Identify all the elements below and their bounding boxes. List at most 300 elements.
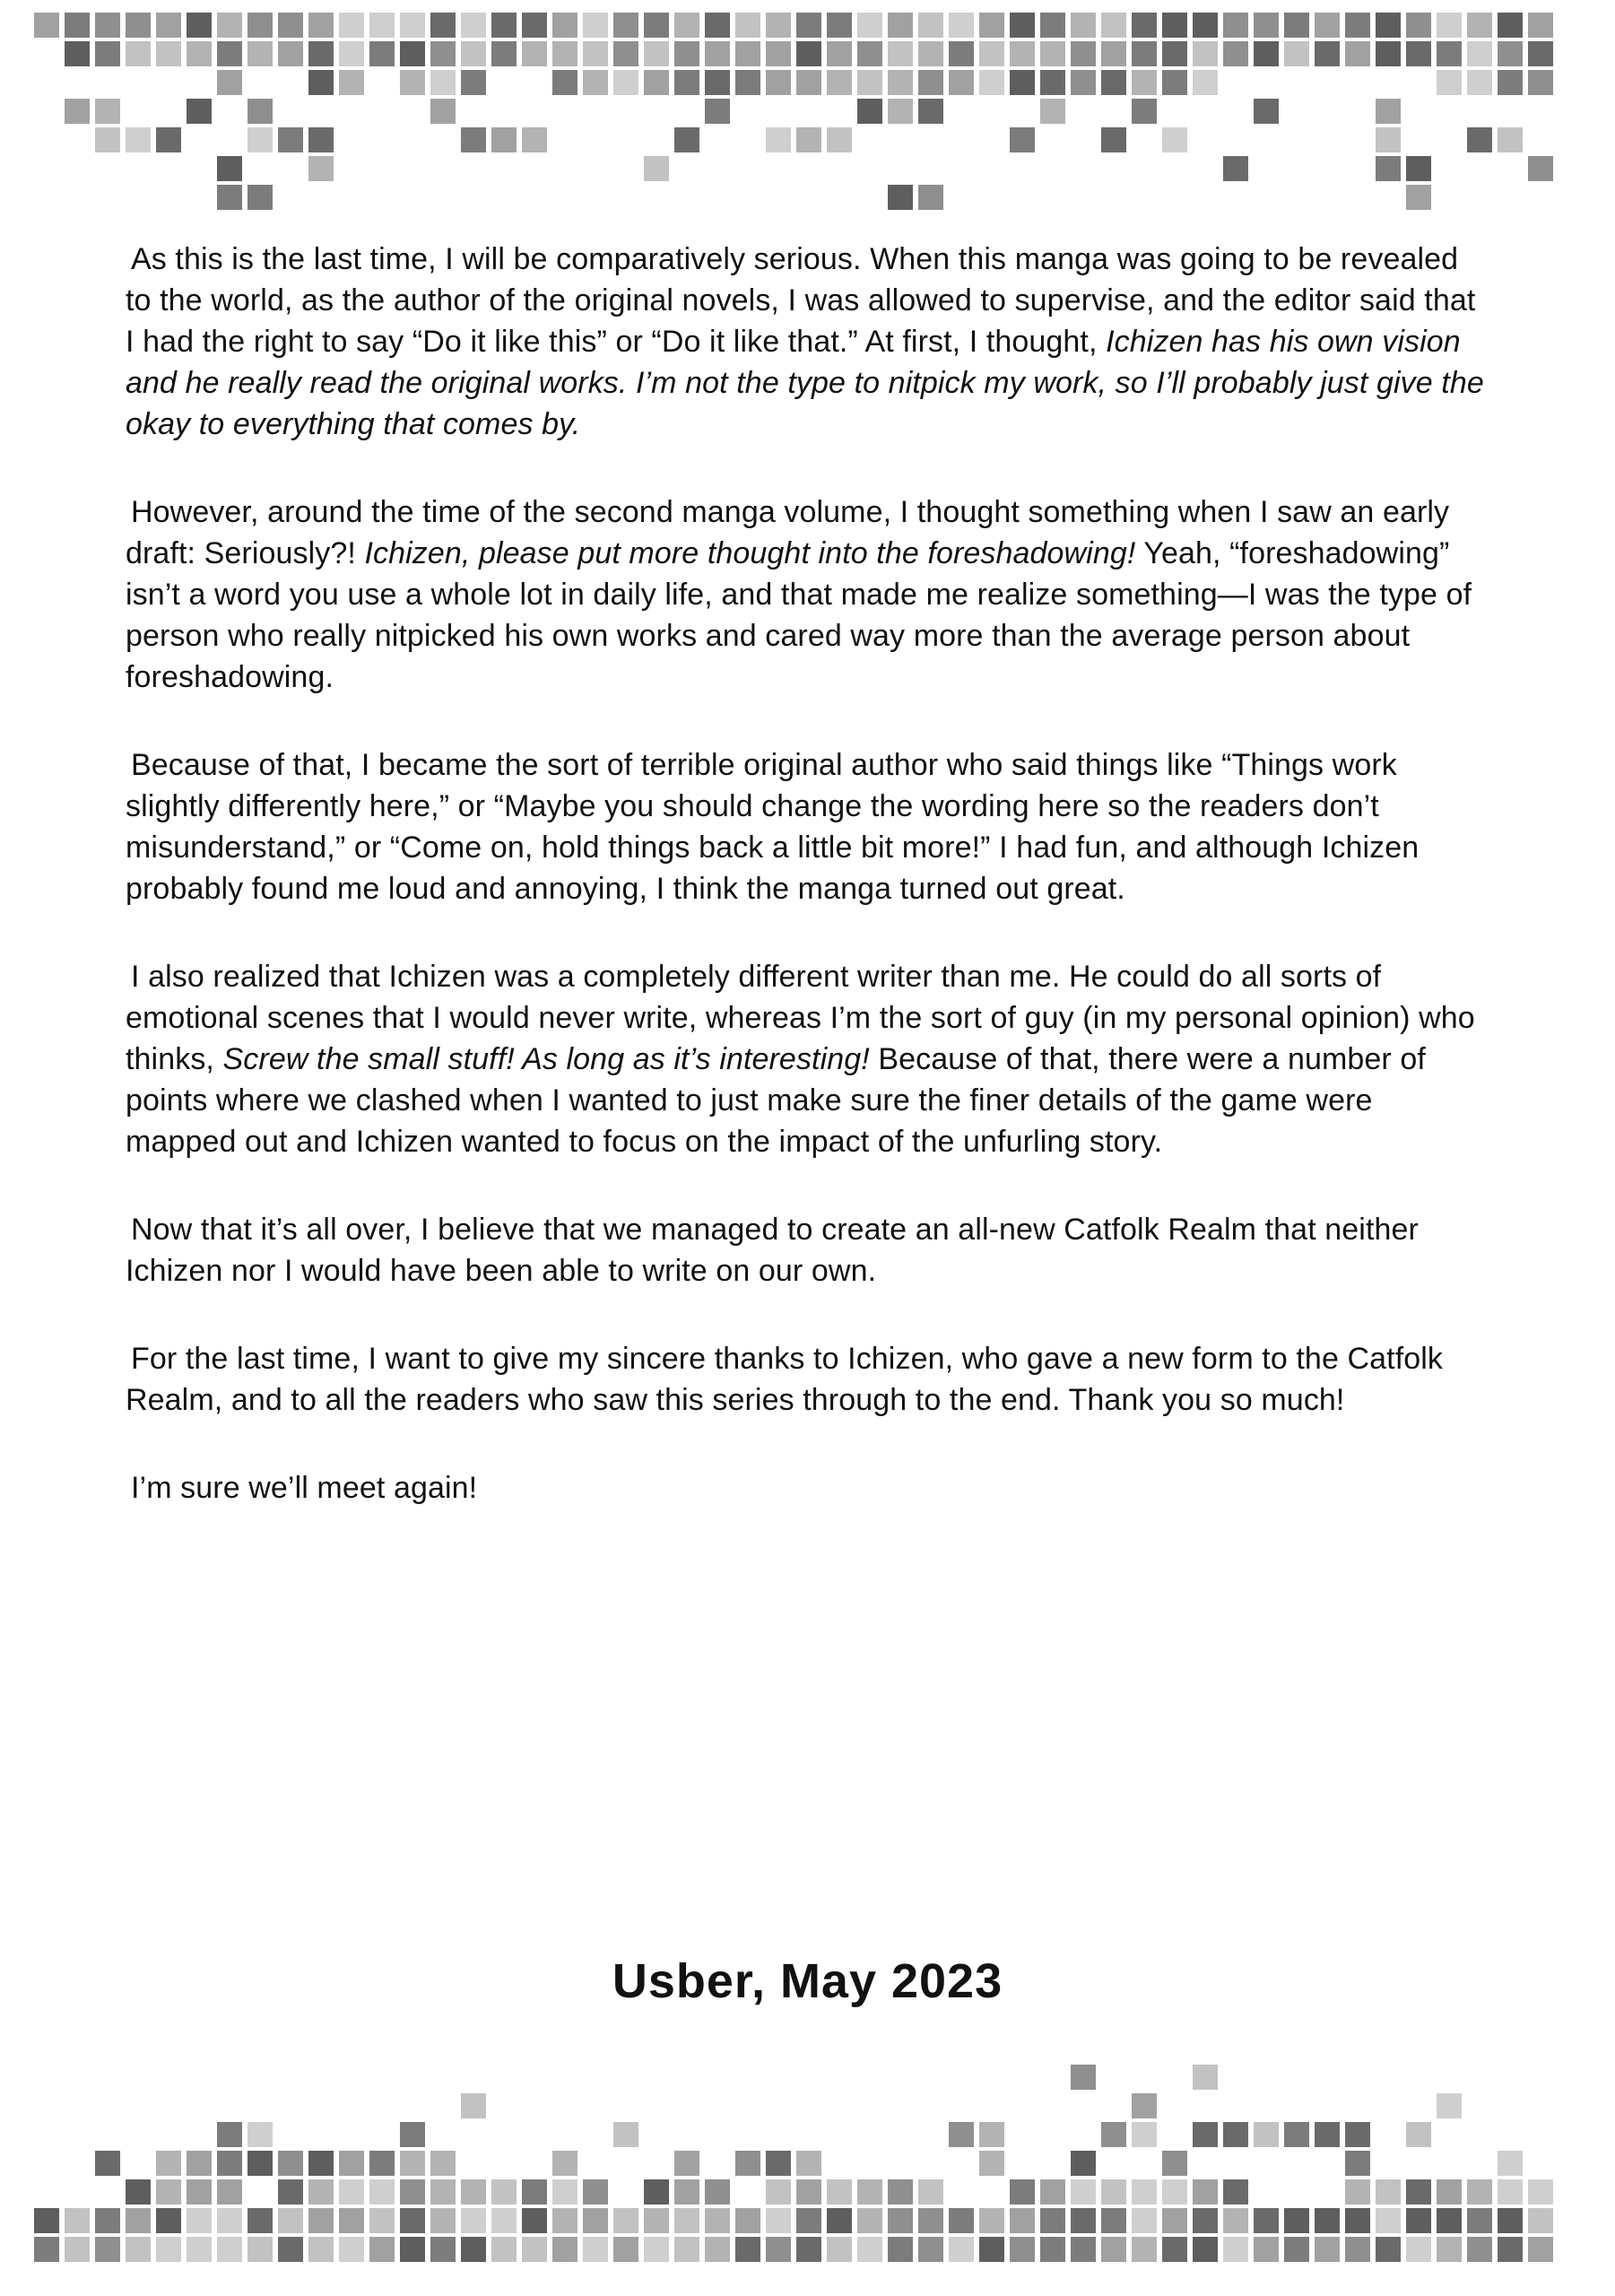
pixel-square	[522, 127, 547, 152]
pixel-square	[491, 2237, 517, 2262]
pixel-square	[1101, 2122, 1126, 2147]
pixel-square	[126, 13, 151, 38]
pixel-square	[1284, 2208, 1309, 2233]
pixel-row	[34, 156, 1581, 185]
pixel-square	[1010, 2179, 1035, 2205]
pixel-square	[1071, 2151, 1096, 2176]
pixel-square	[1132, 99, 1157, 124]
pixel-square	[278, 41, 303, 66]
pixel-square	[339, 2151, 364, 2176]
pixel-square	[247, 2122, 273, 2147]
pixel-row	[34, 2122, 1581, 2151]
pixel-square	[217, 70, 242, 95]
pixel-square	[430, 2179, 456, 2205]
pixel-square	[1132, 2122, 1157, 2147]
pixel-square	[308, 41, 334, 66]
pixel-square	[1162, 127, 1187, 152]
pixel-square	[674, 70, 699, 95]
pixel-square	[1406, 2179, 1431, 2205]
pixel-square	[1040, 99, 1065, 124]
pixel-square	[552, 2151, 577, 2176]
pixel-square	[1071, 2179, 1096, 2205]
pixel-square	[674, 2179, 699, 2205]
pixel-square	[918, 2208, 943, 2233]
pixel-square	[949, 2237, 974, 2262]
pixel-square	[1315, 41, 1340, 66]
pixel-square	[644, 13, 669, 38]
pixel-square	[308, 2237, 334, 2262]
text-segment: Because of that, there were a number of points where we clashed when I wanted to just make sure the finer details of the game were mapped out and Ichizen wanted to focus on the impact of the unfurling story.	[126, 1042, 1426, 1159]
pixel-square	[827, 2179, 852, 2205]
pixel-square	[308, 127, 334, 152]
paragraph	[126, 491, 1485, 698]
pixel-square	[400, 41, 425, 66]
pixel-square	[1284, 13, 1309, 38]
pixel-square	[1193, 2237, 1218, 2262]
pixel-square	[156, 2151, 181, 2176]
pixel-square	[369, 2179, 395, 2205]
pixel-square	[1071, 2237, 1096, 2262]
pixel-square	[1162, 70, 1187, 95]
pixel-square	[65, 2208, 90, 2233]
pixel-square	[1284, 41, 1309, 66]
pixel-square	[430, 2208, 456, 2233]
pixel-square	[674, 2208, 699, 2233]
pixel-square	[217, 2122, 242, 2147]
pixel-square	[918, 41, 943, 66]
afterword-text	[126, 239, 1485, 1555]
pixel-square	[95, 13, 120, 38]
pixel-square	[1528, 156, 1553, 181]
pixel-square	[735, 41, 760, 66]
pixel-square	[430, 41, 456, 66]
pixel-square	[1284, 2122, 1309, 2147]
pixel-square	[1376, 2237, 1401, 2262]
pixel-square	[1223, 2208, 1248, 2233]
pixel-square	[827, 13, 852, 38]
pixel-square	[1254, 41, 1279, 66]
pixel-square	[430, 13, 456, 38]
pixel-square	[430, 99, 456, 124]
pixel-square	[156, 2237, 181, 2262]
pixel-square	[339, 13, 364, 38]
pixel-square	[430, 2237, 456, 2262]
pixel-square	[1528, 41, 1553, 66]
pixel-square	[156, 41, 181, 66]
pixel-square	[278, 2179, 303, 2205]
pixel-square	[187, 2208, 212, 2233]
pixel-square	[552, 2237, 577, 2262]
pixel-square	[857, 99, 882, 124]
pixel-square	[827, 2237, 852, 2262]
pixel-square	[1498, 70, 1523, 95]
pixel-row	[34, 41, 1581, 70]
pixel-square	[949, 13, 974, 38]
pixel-square	[705, 70, 730, 95]
pixel-square	[187, 2151, 212, 2176]
pixel-square	[583, 41, 608, 66]
pixel-square	[583, 2179, 608, 2205]
pixel-square	[644, 2179, 669, 2205]
pixel-square	[491, 2179, 517, 2205]
text-segment: I also realized that Ichizen was a completely different writer than me. He could do all sorts of emotional scenes that I would never write, whereas I’m the sort of guy (in my personal opinion) who thinks,	[126, 960, 1475, 1076]
pixel-square	[65, 41, 90, 66]
pixel-row	[34, 2093, 1581, 2122]
pixel-square	[766, 13, 791, 38]
pixel-square	[1101, 41, 1126, 66]
pixel-square	[766, 70, 791, 95]
pixel-square	[1010, 41, 1035, 66]
pixel-square	[674, 41, 699, 66]
pixel-square	[156, 2179, 181, 2205]
pixel-square	[766, 2237, 791, 2262]
pixel-square	[796, 2179, 821, 2205]
pixel-square	[369, 2208, 395, 2233]
pixel-square	[979, 41, 1004, 66]
paragraph	[126, 239, 1485, 445]
pixel-square	[461, 41, 486, 66]
pixel-square	[735, 13, 760, 38]
pixel-square	[1193, 2065, 1218, 2090]
pixel-square	[1162, 2237, 1187, 2262]
pixel-square	[644, 70, 669, 95]
pixel-square	[1193, 2122, 1218, 2147]
pixel-square	[1162, 2208, 1187, 2233]
pixel-square	[1467, 127, 1492, 152]
pixel-square	[1437, 2179, 1462, 2205]
pixel-row	[34, 2208, 1581, 2237]
pixel-square	[674, 13, 699, 38]
pixel-square	[1498, 2208, 1523, 2233]
pixel-square	[979, 2237, 1004, 2262]
pixel-square	[369, 13, 395, 38]
pixel-square	[308, 2179, 334, 2205]
pixel-row	[34, 2151, 1581, 2179]
pixel-square	[1437, 13, 1462, 38]
pixel-square	[1254, 2122, 1279, 2147]
pixel-square	[857, 70, 882, 95]
pixel-square	[217, 2208, 242, 2233]
pixel-square	[217, 41, 242, 66]
pixel-square	[95, 41, 120, 66]
pixel-square	[979, 2122, 1004, 2147]
pixel-square	[1467, 2208, 1492, 2233]
pixel-square	[339, 2237, 364, 2262]
pixel-square	[461, 2179, 486, 2205]
text-segment: I’m sure we’ll meet again!	[131, 1471, 478, 1505]
pixel-square	[522, 41, 547, 66]
pixel-square	[1132, 2208, 1157, 2233]
pixel-square	[247, 13, 273, 38]
pixel-square	[888, 2237, 913, 2262]
italic-text-segment: Ichizen, please put more thought into the foreshadowing!	[364, 536, 1136, 570]
pixel-square	[1406, 185, 1431, 210]
pixel-square	[187, 13, 212, 38]
pixel-row	[34, 2179, 1581, 2208]
pixel-square	[1284, 2237, 1309, 2262]
pixel-square	[522, 2208, 547, 2233]
pixel-square	[583, 2237, 608, 2262]
pixel-square	[1101, 70, 1126, 95]
pixel-square	[1528, 13, 1553, 38]
pixel-square	[156, 2208, 181, 2233]
pixel-square	[735, 2151, 760, 2176]
pixel-square	[1223, 2122, 1248, 2147]
pixel-square	[1193, 2179, 1218, 2205]
pixel-square	[583, 13, 608, 38]
italic-text-segment: Ichizen has his own vision and he really read the original works. I’m not the type to nitpick my work, so I’ll probably just give the okay to everything that comes by.	[126, 325, 1484, 441]
pixel-square	[1376, 99, 1401, 124]
pixel-square	[339, 70, 364, 95]
paragraph	[126, 744, 1485, 909]
pixel-square	[735, 2237, 760, 2262]
pixel-square	[1132, 2237, 1157, 2262]
pixel-square	[949, 70, 974, 95]
pixel-square	[1315, 2122, 1340, 2147]
bottom-pixel-border	[34, 2065, 1581, 2266]
pixel-square	[247, 2237, 273, 2262]
pixel-square	[461, 70, 486, 95]
pixel-square	[1010, 127, 1035, 152]
pixel-square	[156, 127, 181, 152]
pixel-square	[613, 2208, 638, 2233]
pixel-square	[522, 13, 547, 38]
pixel-square	[1223, 156, 1248, 181]
text-segment: However, around the time of the second manga volume, I thought something when I saw an early draft: Seriously?!	[126, 495, 1450, 570]
pixel-square	[1437, 2093, 1462, 2118]
pixel-square	[1406, 2237, 1431, 2262]
pixel-square	[857, 41, 882, 66]
pixel-square	[217, 2237, 242, 2262]
pixel-square	[552, 2179, 577, 2205]
pixel-square	[583, 2208, 608, 2233]
pixel-square	[308, 2208, 334, 2233]
pixel-square	[827, 41, 852, 66]
pixel-square	[1345, 2208, 1370, 2233]
pixel-square	[187, 99, 212, 124]
pixel-square	[674, 127, 699, 152]
pixel-square	[1132, 70, 1157, 95]
pixel-square	[400, 2208, 425, 2233]
pixel-square	[400, 70, 425, 95]
pixel-square	[552, 70, 577, 95]
pixel-square	[1162, 2179, 1187, 2205]
pixel-square	[1437, 2208, 1462, 2233]
pixel-square	[949, 41, 974, 66]
pixel-square	[979, 2208, 1004, 2233]
pixel-square	[796, 13, 821, 38]
pixel-square	[247, 127, 273, 152]
pixel-square	[369, 2237, 395, 2262]
pixel-square	[766, 127, 791, 152]
pixel-square	[34, 2237, 59, 2262]
pixel-square	[400, 2151, 425, 2176]
paragraph	[126, 1338, 1485, 1421]
paragraph	[126, 1467, 1485, 1509]
pixel-square	[247, 2151, 273, 2176]
pixel-row	[34, 13, 1581, 41]
pixel-square	[308, 156, 334, 181]
pixel-square	[1376, 2208, 1401, 2233]
pixel-square	[1101, 2179, 1126, 2205]
pixel-square	[217, 156, 242, 181]
pixel-square	[796, 2151, 821, 2176]
pixel-square	[1376, 13, 1401, 38]
pixel-square	[369, 41, 395, 66]
pixel-square	[339, 41, 364, 66]
pixel-square	[1132, 2179, 1157, 2205]
pixel-square	[430, 2151, 456, 2176]
pixel-square	[278, 13, 303, 38]
pixel-square	[278, 2151, 303, 2176]
pixel-square	[34, 13, 59, 38]
pixel-square	[217, 185, 242, 210]
pixel-square	[1345, 2237, 1370, 2262]
pixel-square	[888, 70, 913, 95]
pixel-square	[888, 13, 913, 38]
pixel-square	[1040, 41, 1065, 66]
pixel-square	[95, 2237, 120, 2262]
pixel-square	[918, 2179, 943, 2205]
pixel-square	[430, 70, 456, 95]
pixel-square	[705, 2237, 730, 2262]
pixel-square	[1498, 41, 1523, 66]
pixel-square	[857, 2208, 882, 2233]
pixel-square	[1010, 2237, 1035, 2262]
pixel-square	[888, 2179, 913, 2205]
pixel-square	[1071, 13, 1096, 38]
pixel-square	[644, 2208, 669, 2233]
pixel-square	[613, 2237, 638, 2262]
pixel-square	[1254, 2208, 1279, 2233]
pixel-square	[827, 127, 852, 152]
pixel-square	[217, 2151, 242, 2176]
pixel-square	[1071, 2065, 1096, 2090]
pixel-square	[278, 127, 303, 152]
pixel-square	[491, 41, 517, 66]
pixel-square	[1467, 2237, 1492, 2262]
pixel-square	[888, 2208, 913, 2233]
pixel-square	[65, 13, 90, 38]
pixel-square	[1406, 2208, 1431, 2233]
pixel-square	[187, 2179, 212, 2205]
pixel-square	[1162, 13, 1187, 38]
pixel-square	[1406, 41, 1431, 66]
pixel-square	[278, 2237, 303, 2262]
pixel-square	[796, 41, 821, 66]
pixel-row	[34, 99, 1581, 127]
pixel-square	[766, 2208, 791, 2233]
pixel-square	[278, 2208, 303, 2233]
pixel-square	[461, 13, 486, 38]
pixel-square	[1345, 13, 1370, 38]
pixel-square	[796, 2208, 821, 2233]
pixel-square	[1376, 156, 1401, 181]
pixel-square	[1345, 2179, 1370, 2205]
pixel-square	[1040, 2179, 1065, 2205]
pixel-square	[1162, 41, 1187, 66]
pixel-square	[95, 99, 120, 124]
pixel-square	[1010, 2208, 1035, 2233]
pixel-square	[613, 41, 638, 66]
pixel-square	[1040, 70, 1065, 95]
pixel-square	[1223, 41, 1248, 66]
pixel-square	[1254, 13, 1279, 38]
pixel-square	[735, 2208, 760, 2233]
pixel-square	[1132, 13, 1157, 38]
pixel-square	[1071, 41, 1096, 66]
pixel-square	[1193, 13, 1218, 38]
pixel-square	[857, 13, 882, 38]
pixel-square	[918, 185, 943, 210]
pixel-square	[1223, 2179, 1248, 2205]
pixel-square	[705, 13, 730, 38]
pixel-square	[796, 2237, 821, 2262]
pixel-square	[644, 156, 669, 181]
pixel-square	[949, 2208, 974, 2233]
pixel-square	[979, 2151, 1004, 2176]
pixel-square	[1528, 70, 1553, 95]
pixel-row	[34, 127, 1581, 156]
pixel-square	[674, 2151, 699, 2176]
pixel-square	[796, 127, 821, 152]
pixel-square	[1467, 2179, 1492, 2205]
pixel-square	[796, 70, 821, 95]
pixel-square	[308, 70, 334, 95]
pixel-row	[34, 70, 1581, 99]
pixel-square	[888, 185, 913, 210]
pixel-square	[705, 99, 730, 124]
pixel-square	[705, 2208, 730, 2233]
pixel-square	[1101, 2208, 1126, 2233]
pixel-square	[491, 127, 517, 152]
italic-text-segment: Screw the small stuff! As long as it’s interesting!	[222, 1042, 870, 1076]
pixel-square	[1101, 127, 1126, 152]
text-segment: Yeah, “foreshadowing” isn’t a word you use a whole lot in daily life, and that made me realize something—I was the type of person who really nitpicked his own works and cared way more than the average person about foreshadowing.	[126, 536, 1472, 694]
pixel-square	[1345, 41, 1370, 66]
pixel-square	[126, 41, 151, 66]
pixel-square	[1040, 2237, 1065, 2262]
pixel-square	[400, 13, 425, 38]
pixel-square	[1132, 41, 1157, 66]
pixel-square	[644, 2237, 669, 2262]
pixel-square	[1467, 70, 1492, 95]
pixel-square	[339, 2179, 364, 2205]
pixel-square	[918, 13, 943, 38]
pixel-square	[308, 2151, 334, 2176]
pixel-square	[674, 2237, 699, 2262]
pixel-square	[1437, 70, 1462, 95]
pixel-square	[1467, 41, 1492, 66]
pixel-square	[126, 127, 151, 152]
pixel-square	[247, 2208, 273, 2233]
text-segment: Now that it’s all over, I believe that we managed to create an all-new Catfolk Realm that neither Ichizen nor I would have been able to write on our own.	[126, 1213, 1419, 1288]
pixel-square	[979, 70, 1004, 95]
pixel-square	[247, 41, 273, 66]
pixel-square	[1376, 2179, 1401, 2205]
pixel-square	[552, 2208, 577, 2233]
pixel-square	[1315, 2208, 1340, 2233]
pixel-square	[1193, 70, 1218, 95]
pixel-square	[217, 2179, 242, 2205]
text-segment: As this is the last time, I will be comparatively serious. When this manga was going to be revealed to the world, as the author of the original novels, I was allowed to supervise, and the editor said that I had the right to say “Do it like this” or “Do it like that.” At first, I thought,	[126, 242, 1476, 359]
pixel-square	[34, 2208, 59, 2233]
pixel-square	[827, 2208, 852, 2233]
pixel-square	[1528, 2208, 1553, 2233]
pixel-square	[1498, 2237, 1523, 2262]
pixel-square	[827, 70, 852, 95]
pixel-square	[187, 41, 212, 66]
